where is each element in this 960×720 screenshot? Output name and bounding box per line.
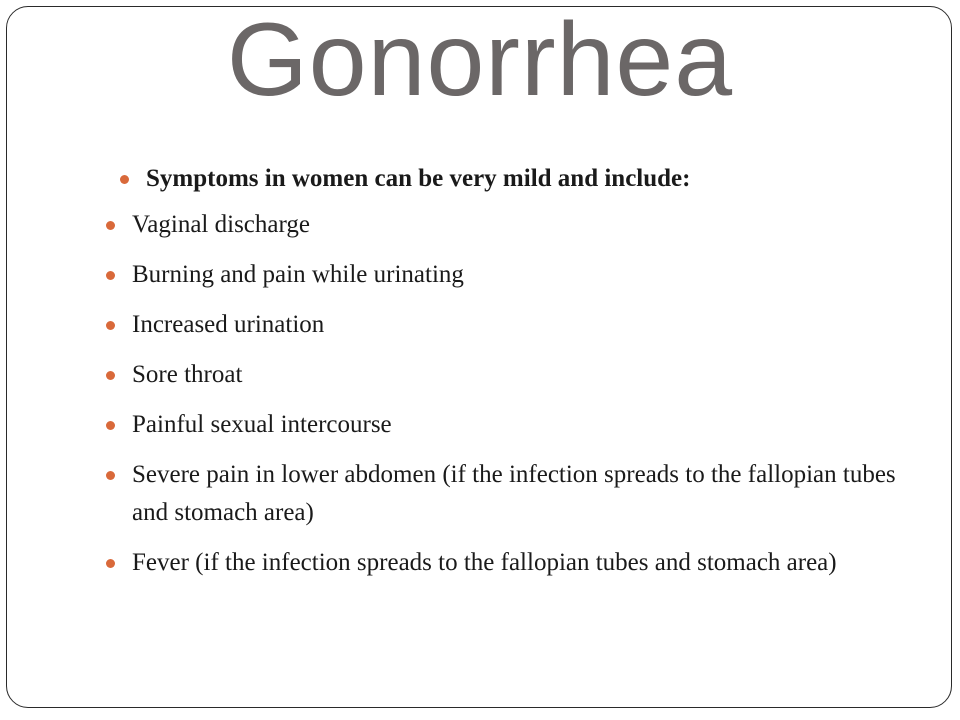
bullet-icon bbox=[106, 271, 115, 280]
list-item bbox=[106, 206, 906, 244]
list-item-text: Sore throat bbox=[132, 361, 243, 388]
bullet-icon bbox=[106, 559, 115, 568]
list-item-text: Increased urination bbox=[132, 311, 325, 338]
list-item bbox=[106, 356, 906, 394]
bullet-icon bbox=[106, 421, 115, 430]
bullet-icon bbox=[106, 371, 115, 380]
subheading bbox=[120, 160, 920, 198]
list-item-text: Severe pain in lower abdomen (if the infection spreads to the fallopian tubes and stomach area) bbox=[132, 461, 896, 526]
list-item bbox=[106, 544, 906, 582]
bullet-icon bbox=[106, 221, 115, 230]
slide-title: Gonorrhea bbox=[226, 2, 734, 118]
list-item-text: Vaginal discharge bbox=[132, 211, 310, 238]
bullet-icon bbox=[120, 175, 129, 184]
list-item bbox=[106, 256, 906, 294]
list-item-text: Fever (if the infection spreads to the fallopian tubes and stomach area) bbox=[132, 549, 837, 576]
bullet-icon bbox=[106, 321, 115, 330]
list-item bbox=[106, 456, 906, 532]
bullet-icon bbox=[106, 471, 115, 480]
list-item-text: Painful sexual intercourse bbox=[132, 411, 392, 438]
list-item bbox=[106, 406, 906, 444]
list-item-text: Burning and pain while urinating bbox=[132, 261, 464, 288]
list-item bbox=[106, 306, 906, 344]
subheading-text: Symptoms in women can be very mild and include: bbox=[146, 165, 691, 192]
symptom-list bbox=[106, 206, 906, 594]
